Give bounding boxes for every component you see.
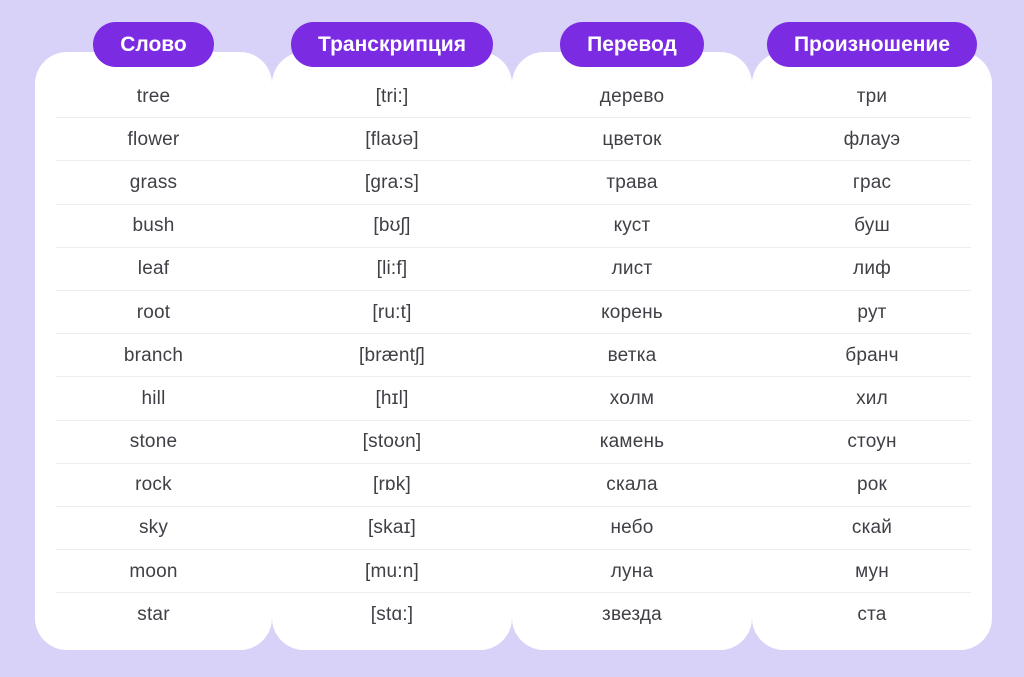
table-row	[35, 334, 992, 377]
cell-word: sky	[138, 517, 169, 539]
cell-pronunciation: флауэ	[843, 128, 901, 150]
cell-word: bush	[132, 215, 175, 237]
column-header-transcription: Транскрипция	[291, 22, 493, 67]
table-row	[35, 421, 992, 464]
cell-word: moon	[129, 560, 178, 582]
table-row	[35, 248, 992, 291]
cell-translation: скала	[606, 474, 658, 496]
cell-pronunciation: мун	[855, 560, 889, 582]
cell-pronunciation: буш	[854, 215, 890, 237]
table-row	[35, 118, 992, 161]
cell-transcription: [skaɪ]	[367, 517, 417, 539]
table-row	[35, 161, 992, 204]
cell-transcription: [li:f]	[376, 258, 408, 280]
cell-transcription: [mu:n]	[365, 560, 419, 582]
column-header-translation: Перевод	[560, 22, 704, 67]
table-row	[35, 593, 992, 636]
cell-translation: холм	[609, 387, 655, 409]
cell-translation: звезда	[602, 603, 662, 625]
cell-word: star	[137, 603, 170, 625]
cell-transcription: [stɑ:]	[370, 603, 414, 625]
column-header-pronunciation: Произношение	[767, 22, 977, 67]
cell-word: rock	[135, 474, 172, 496]
cell-transcription: [tri:]	[375, 85, 409, 107]
cell-translation: цветок	[602, 128, 662, 150]
cell-translation: лист	[611, 258, 653, 280]
table-header-row	[35, 22, 992, 67]
cell-pronunciation: грас	[852, 171, 892, 193]
header-slot-translation	[512, 22, 752, 67]
cell-transcription: [rɒk]	[373, 474, 411, 496]
header-slot-transcription	[272, 22, 512, 67]
cell-word: grass	[129, 171, 178, 193]
cell-translation: куст	[613, 215, 651, 237]
cell-transcription: [stoʊn]	[362, 431, 422, 453]
cell-translation: камень	[599, 431, 665, 453]
cell-transcription: [hɪl]	[375, 387, 409, 409]
cell-word: stone	[129, 431, 178, 453]
cell-pronunciation: три	[856, 85, 888, 107]
table-row	[35, 507, 992, 550]
cell-pronunciation: стоун	[847, 431, 897, 453]
cell-word: root	[136, 301, 171, 323]
cell-translation: луна	[610, 560, 654, 582]
cell-transcription: [flaʊə]	[365, 128, 419, 150]
cell-pronunciation: скай	[851, 517, 893, 539]
table-row	[35, 75, 992, 118]
cell-translation: трава	[606, 171, 658, 193]
table-body	[35, 52, 992, 650]
cell-translation: корень	[601, 301, 663, 323]
cell-pronunciation: ста	[857, 603, 887, 625]
cell-pronunciation: хил	[856, 387, 888, 409]
cell-word: branch	[123, 344, 184, 366]
header-slot-pronunciation	[752, 22, 992, 67]
table-row	[35, 291, 992, 334]
cell-pronunciation: лиф	[853, 258, 891, 280]
cell-pronunciation: рут	[857, 301, 887, 323]
table-row	[35, 205, 992, 248]
cell-translation: дерево	[599, 85, 665, 107]
cell-pronunciation: бранч	[845, 344, 899, 366]
cell-transcription: [bʊʃ]	[373, 215, 411, 237]
cell-pronunciation: рок	[856, 474, 888, 496]
table-row	[35, 377, 992, 420]
cell-transcription: [ru:t]	[372, 301, 412, 323]
cell-translation: ветка	[607, 344, 657, 366]
cell-transcription: [gra:s]	[364, 171, 420, 193]
cell-word: flower	[127, 128, 180, 150]
cell-word: tree	[136, 85, 171, 107]
table-row	[35, 464, 992, 507]
cell-translation: небо	[610, 517, 654, 539]
cell-transcription: [bræntʃ]	[358, 344, 425, 366]
table-row	[35, 550, 992, 593]
cell-word: leaf	[137, 258, 170, 280]
header-slot-word	[35, 22, 272, 67]
column-header-word: Слово	[93, 22, 214, 67]
cell-word: hill	[141, 387, 166, 409]
